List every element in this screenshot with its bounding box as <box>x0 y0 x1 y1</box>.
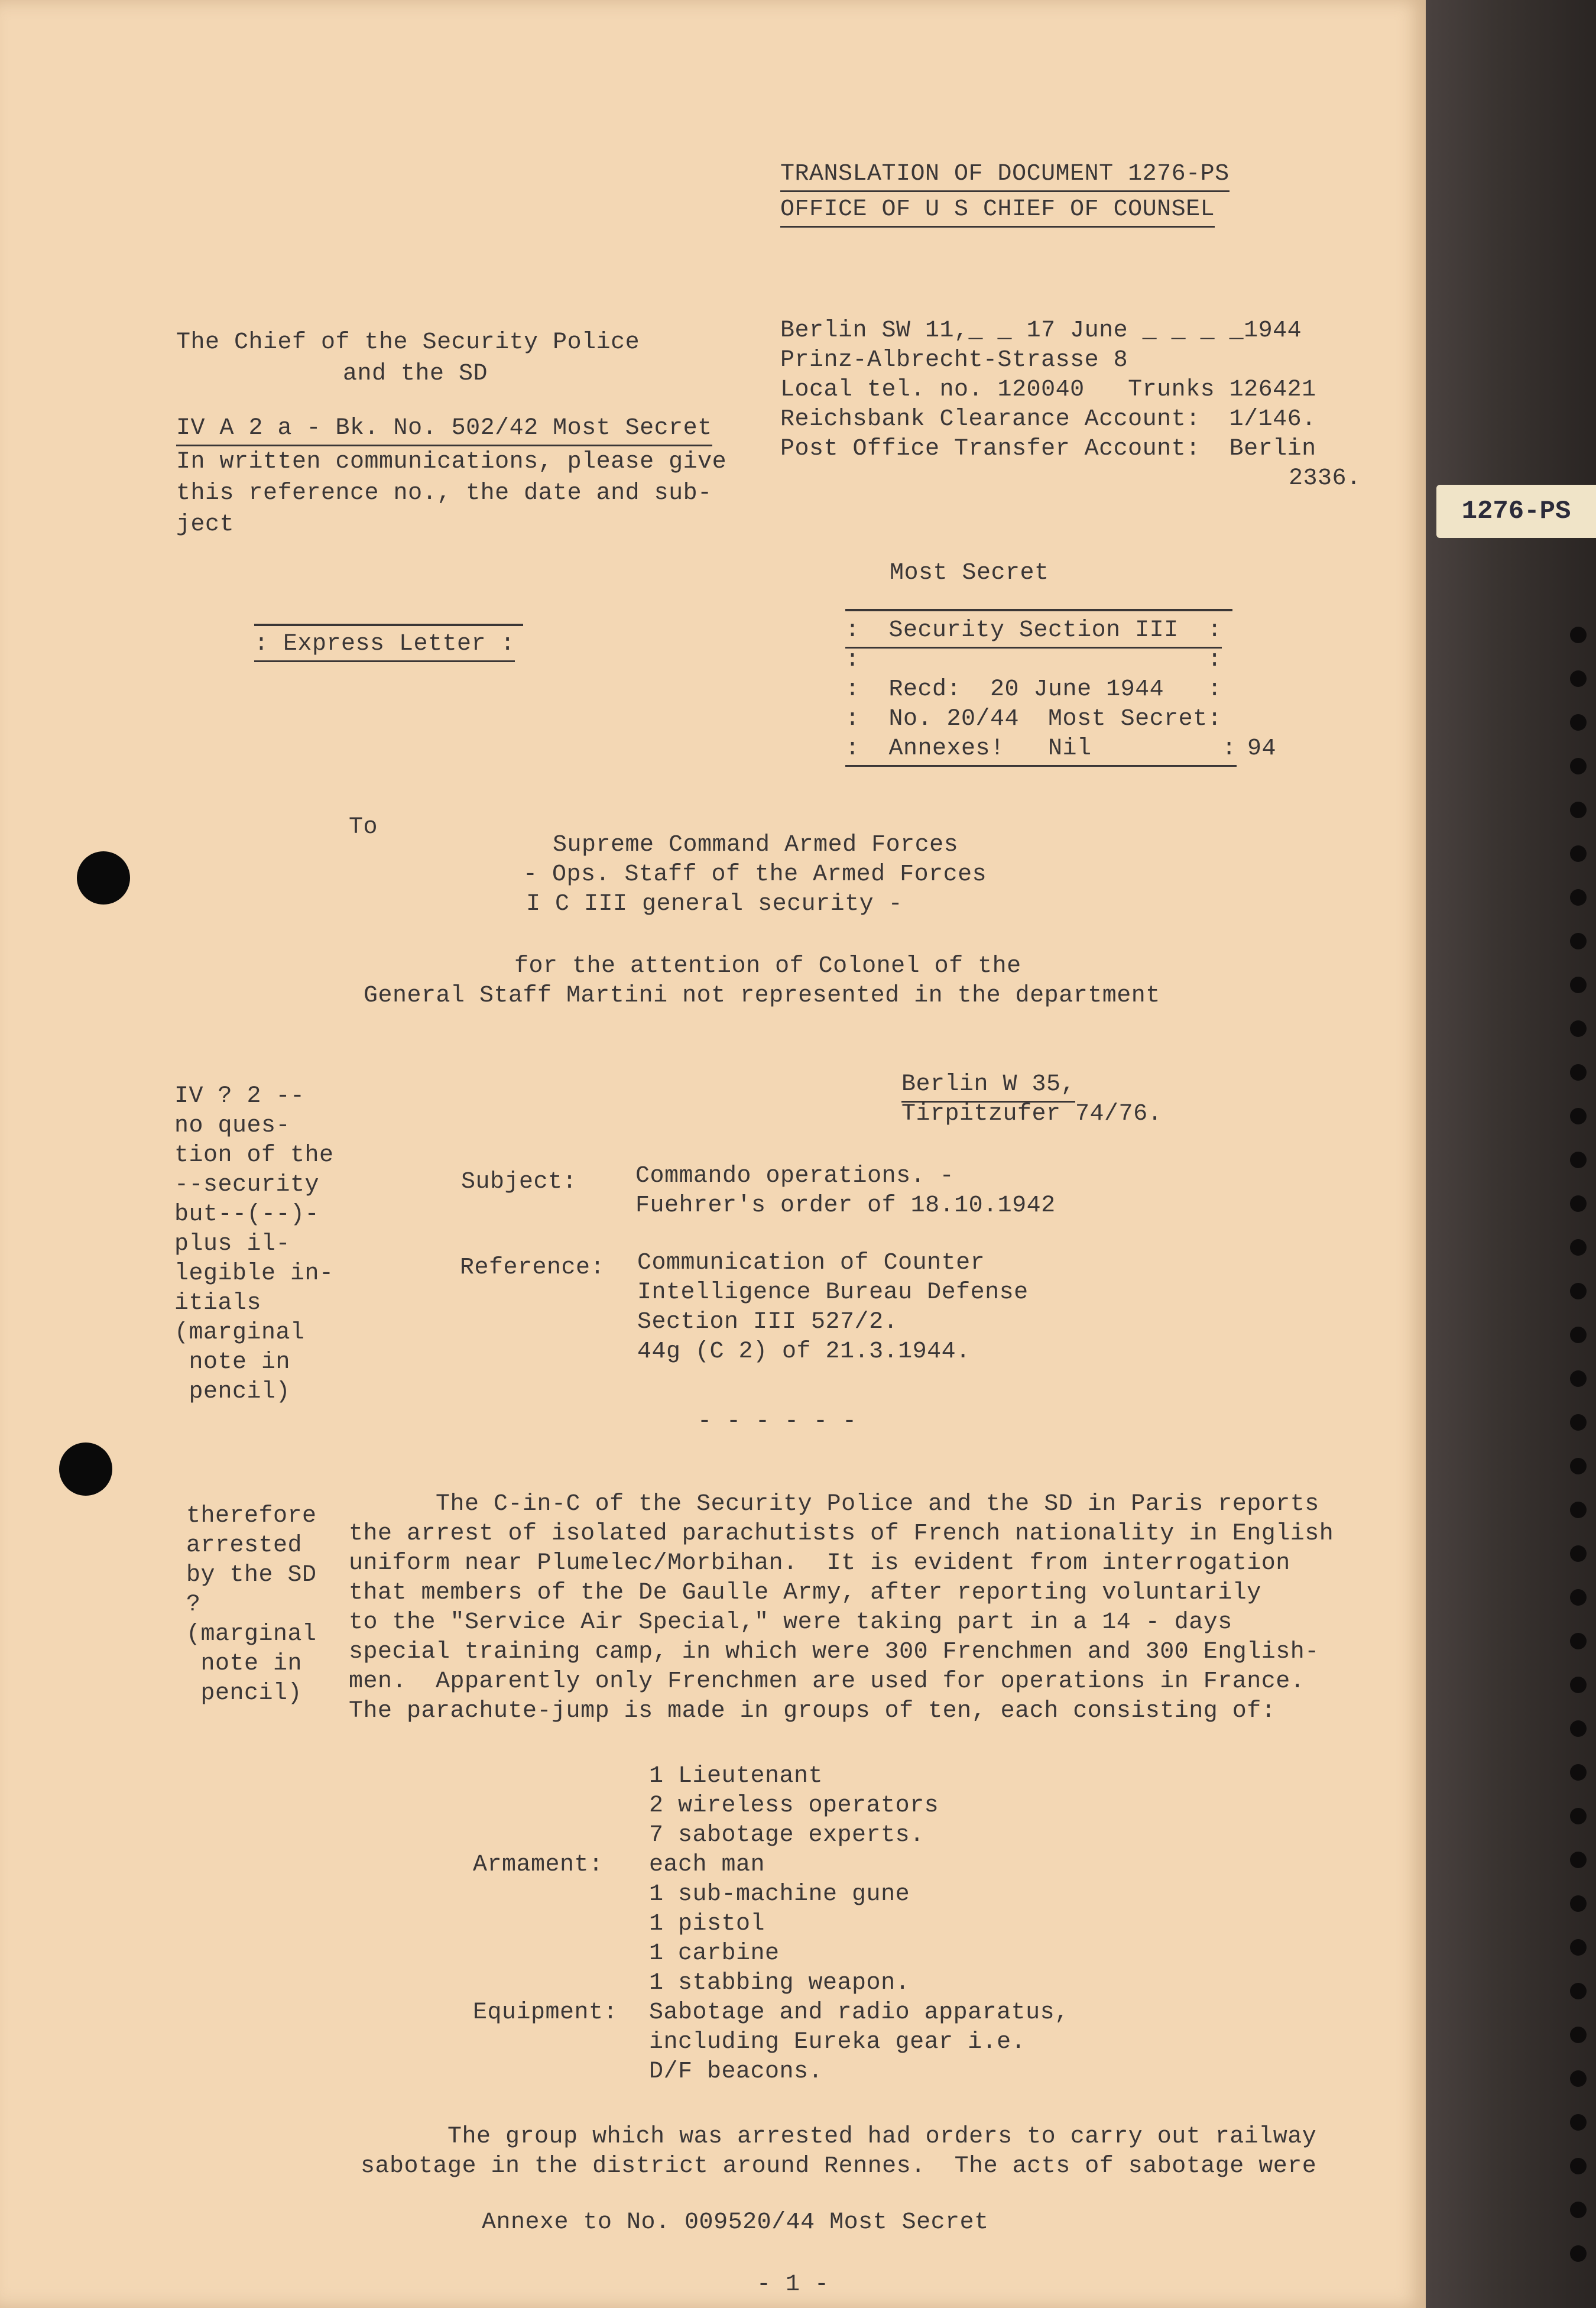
address-phone: Local tel. no. 120040 Trunks 126421 <box>780 377 1316 403</box>
reference-label: Reference: <box>460 1255 605 1281</box>
address-date-line: Berlin SW 11,_ _ 17 June _ _ _ _1944 <box>780 317 1302 344</box>
stamp-page-number: 94 <box>1247 735 1277 762</box>
closing-line: The group which was arrested had orders to carry out railway <box>361 2124 1317 2150</box>
margin-note-line: pencil) <box>174 1379 291 1405</box>
translation-header-line1: TRANSLATION OF DOCUMENT 1276-PS <box>780 160 1230 192</box>
composition-item: 2 wireless operators <box>649 1792 939 1819</box>
body-line: to the "Service Air Special," were taking part in a 14 - days <box>349 1609 1232 1636</box>
equipment-label: Equipment: <box>473 1999 618 2026</box>
translation-header-line2: OFFICE OF U S CHIEF OF COUNSEL <box>780 195 1215 228</box>
recipient-line1: Supreme Command Armed Forces <box>553 832 959 858</box>
address-post-office-number: 2336. <box>1289 465 1361 492</box>
body-line: the arrest of isolated parachutists of French nationality in English <box>349 1521 1334 1547</box>
body-line: special training camp, in which were 300 Frenchmen and 300 English- <box>349 1639 1319 1665</box>
stamp-spacer: : : <box>845 647 1222 673</box>
armament-item: 1 sub-machine gune <box>649 1881 910 1908</box>
margin-note-line: plus il- <box>174 1231 291 1257</box>
reference-line4: 44g (C 2) of 21.3.1944. <box>637 1338 971 1365</box>
margin-note-line: note in <box>186 1651 303 1677</box>
margin-note-line: IV ? 2 -- <box>174 1083 305 1110</box>
stamp-top-rule <box>845 609 1232 611</box>
body-line: The C-in-C of the Security Police and the SD in Paris reports <box>349 1491 1319 1518</box>
footer-annexe: Annexe to No. 009520/44 Most Secret <box>482 2209 989 2236</box>
stamp-number: : No. 20/44 Most Secret: <box>845 706 1222 732</box>
binder-holes <box>1566 627 1590 2294</box>
equipment-item: Sabotage and radio apparatus, <box>649 1999 1069 2026</box>
margin-note-line: ? <box>186 1591 201 1618</box>
recipient-line2: - Ops. Staff of the Armed Forces <box>523 861 987 888</box>
margin-note-line: by the SD <box>186 1562 317 1589</box>
reference-line2: Intelligence Bureau Defense <box>637 1279 1029 1306</box>
margin-note-line: tion of the <box>174 1142 334 1169</box>
composition-item: 1 Lieutenant <box>649 1763 823 1790</box>
margin-note-line: itials <box>174 1290 262 1317</box>
attention-line1: for the attention of Colonel of the <box>514 953 1021 980</box>
express-letter-label: : Express Letter : <box>254 630 515 662</box>
margin-note-line: --security <box>174 1172 320 1198</box>
body-line: uniform near Plumelec/Morbihan. It is evident from interrogation <box>349 1550 1290 1577</box>
reference-line1: Communication of Counter <box>637 1250 985 1276</box>
separator: - - - - - - <box>698 1408 857 1435</box>
sender-note1: In written communications, please give <box>176 449 727 475</box>
stamp-annexes: : Annexes! Nil : <box>845 734 1237 767</box>
address-reichsbank: Reichsbank Clearance Account: 1/146. <box>780 406 1316 433</box>
express-letter-rule <box>254 624 523 626</box>
armament-item: each man <box>649 1852 765 1878</box>
stamp-received: : Recd: 20 June 1944 : <box>845 676 1222 703</box>
armament-item: 1 stabbing weapon. <box>649 1970 910 1996</box>
subject-line1: Commando operations. - <box>635 1163 955 1189</box>
margin-note-line: pencil) <box>186 1680 303 1707</box>
punch-hole-upper <box>77 851 130 905</box>
document-tab: 1276-PS <box>1436 485 1596 538</box>
attention-line2: General Staff Martini not represented in the department <box>364 983 1160 1009</box>
armament-label: Armament: <box>473 1852 604 1878</box>
punch-hole-lower <box>59 1442 112 1496</box>
body-line: that members of the De Gaulle Army, after reporting voluntarily <box>349 1580 1261 1606</box>
subject-line2: Fuehrer's order of 18.10.1942 <box>635 1192 1056 1219</box>
margin-note-line: no ques- <box>174 1113 291 1139</box>
equipment-item: including Eureka gear i.e. <box>649 2029 1026 2056</box>
address-street: Prinz-Albrecht-Strasse 8 <box>780 347 1128 374</box>
reference-line3: Section III 527/2. <box>637 1309 898 1335</box>
margin-note-line: arrested <box>186 1532 303 1559</box>
recipient-address-line1: Berlin W 35, <box>901 1070 1075 1103</box>
armament-item: 1 carbine <box>649 1940 780 1967</box>
margin-note-line: (marginal <box>186 1621 317 1648</box>
recipient-line3: I C III general security - <box>526 891 903 918</box>
margin-note-line: (marginal <box>174 1320 305 1346</box>
margin-note-line: therefore <box>186 1503 317 1529</box>
sender-line2: and the SD <box>343 361 488 387</box>
sender-line1: The Chief of the Security Police <box>176 329 640 356</box>
composition-item: 7 sabotage experts. <box>649 1822 924 1849</box>
stamp-title: : Security Section III : <box>845 616 1222 649</box>
recipient-address-line2: Tirpitzufer 74/76. <box>901 1101 1163 1127</box>
classification: Most Secret <box>890 560 1049 586</box>
sender-note3: ject <box>176 511 235 538</box>
body-line: men. Apparently only Frenchmen are used for operations in France. <box>349 1668 1305 1695</box>
body-line: The parachute-jump is made in groups of ten, each consisting of: <box>349 1698 1276 1724</box>
closing-line: sabotage in the district around Rennes. The acts of sabotage were <box>361 2153 1317 2180</box>
address-post-office: Post Office Transfer Account: Berlin <box>780 436 1316 462</box>
equipment-item: D/F beacons. <box>649 2059 823 2085</box>
margin-note-line: legible in- <box>174 1260 334 1287</box>
sender-reference: IV A 2 a - Bk. No. 502/42 Most Secret <box>176 414 712 446</box>
to-label: To <box>349 814 378 841</box>
armament-item: 1 pistol <box>649 1911 765 1937</box>
page-number: - 1 - <box>757 2271 829 2298</box>
margin-note-line: note in <box>174 1349 291 1376</box>
sender-note2: this reference no., the date and sub- <box>176 480 712 507</box>
subject-label: Subject: <box>461 1169 578 1195</box>
margin-note-line: but--(--)- <box>174 1201 320 1228</box>
